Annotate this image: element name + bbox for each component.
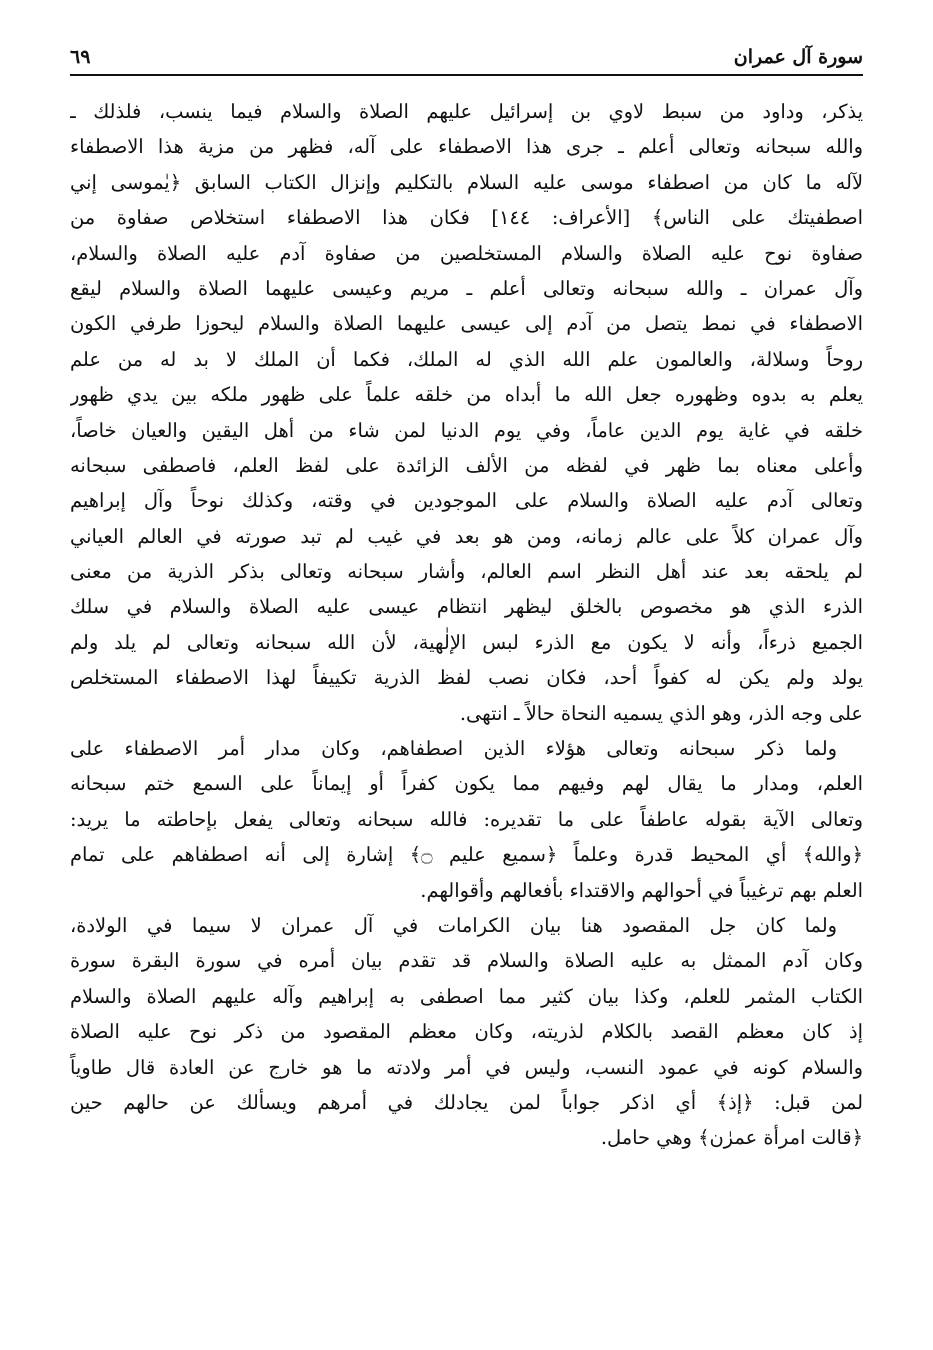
text-line: العلم بهم ترغيباً في أحوالهم والاقتداء بأفعالهم وأقوالهم. <box>420 878 863 902</box>
text-line: ولما كان جل المقصود هنا بيان الكرامات في آل عمران لا سيما في الولادة، <box>70 913 837 937</box>
text-line: روحاً وسلالة، والعالمون علم الله الذي له الملك، فكما أن الملك لا بد له من علم <box>70 347 863 371</box>
text-line: ولما ذكر سبحانه وتعالى هؤلاء الذين اصطفاهم، وكان مدار أمر الاصطفاء على <box>70 737 837 761</box>
text-line: والسلام كونه في عمود النسب، وليس في أمر ولادته ما هو خارج عن العادة قال طاوياً <box>70 1055 863 1079</box>
text-line: وآل عمران كلاً على عالم زمانه، ومن هو بعد في غيب لم تبد صورته في العالم العياني <box>70 524 863 548</box>
text-line: إذ كان معظم القصد بالكلام لذريته، وكان معظم المقصود من ذكر نوح عليه الصلاة <box>70 1020 863 1044</box>
text-line: اصطفيتك على الناس﴾ [الأعراف: ١٤٤] فكان هذا الاصطفاء استخلاص صفاوة من <box>70 206 863 230</box>
text-line: الكتاب المثمر للعلم، وكذا بيان كثير مما اصطفى به إبراهيم وآله عليهم الصلاة والسلام <box>70 984 863 1008</box>
text-line: خلقه في غاية يوم الدين عاماً، وفي يوم الدنيا لمن شاء من أهل اليقين والعيان خاصاً، <box>70 418 863 442</box>
text-line: يذكر، وداود من سبط لاوي بن إسرائيل عليهم الصلاة والسلام فيما ينسب، فلذلك ـ <box>70 100 863 123</box>
text-line: وتعالى الآية بقوله عاطفاً على ما تقديره: فالله سبحانه وتعالى يفعل بإحاطته ما يريد: <box>70 807 863 831</box>
text-line: لم يلحقه بعد عند أهل النظر اسم العالم، وأشار سبحانه وتعالى بذكر الذرية من معنى <box>70 560 863 584</box>
text-line: العلم، ومدار ما يقال لهم وفيهم مما يكون كفراً أو إيماناً على السمع ختم سبحانه <box>70 772 863 796</box>
text-line: ﴿والله﴾ أي المحيط قدرة وعلماً ﴿سميع عليم ۝﴾ إشارة إلى أنه اصطفاهم على تمام <box>70 843 863 867</box>
text-line: لآله ما كان من اصطفاء موسى عليه السلام بالتكليم وإنزال الكتاب السابق ﴿يٰموسى إني <box>70 170 863 194</box>
text-line: ﴿قالت امرأة عمرٰن﴾ وهي حامل. <box>600 1126 863 1150</box>
text-line: الذرء الذي هو مخصوص بالخلق ليظهر انتظام عيسى عليه الصلاة والسلام في سلك <box>70 595 863 619</box>
text-line: والله سبحانه وتعالى أعلم ـ جرى هذا الاصطفاء على آله، فظهر من مزية هذا الاصطفاء <box>70 135 863 159</box>
surah-title: سورة آل عمران <box>733 46 863 68</box>
text-line: الجميع ذرءاً، وأنه لا يكون مع الذرء لبس الإلٰهية، لأن الله سبحانه وتعالى لم يلد ولم <box>70 630 863 654</box>
text-line: وأعلى معناه بما ظهر في لفظه من الألف الزائدة على لفظ العلم، فاصطفى سبحانه <box>70 453 863 477</box>
text-line: وتعالى آدم عليه الصلاة والسلام على الموجودين في وقته، وكذلك نوحاً وآل إبراهيم <box>70 489 863 513</box>
text-line: يولد ولم يكن له كفواً أحد، فكان نصب لفظ الذرية تكييفاً لهذا الاصطفاء المستخلص <box>70 666 863 690</box>
text-line: وآل عمران ـ والله سبحانه وتعالى أعلم ـ مريم وعيسى عليهما الصلاة والسلام ليقع <box>70 276 863 300</box>
page-body <box>70 94 863 1156</box>
text-line: يعلم به بدوه وظهوره جعل الله ما أبداه من خلقه علماً على ظهور ملكه بين يدي ظهور <box>70 383 863 407</box>
page-number: ٦٩ <box>70 46 91 68</box>
text-line: الاصطفاء في نمط يتصل من آدم إلى عيسى عليهما الصلاة والسلام ليحوزا طرفي الكون <box>70 312 863 336</box>
text-line: لمن قبل: ﴿إذ﴾ أي اذكر جواباً لمن يجادلك في أمرهم ويسألك عن حالهم حين <box>70 1090 863 1114</box>
text-line: وكان آدم الممثل به عليه الصلاة والسلام قد تقدم بيان أمره في سورة البقرة سورة <box>70 949 863 973</box>
text-line: صفاوة نوح عليه الصلاة والسلام المستخلصين من صفاوة آدم عليه الصلاة والسلام، <box>70 241 863 265</box>
text-line: على وجه الذر، وهو الذي يسميه النحاة حالاً ـ انتهى. <box>459 701 863 725</box>
page-header <box>70 36 863 76</box>
